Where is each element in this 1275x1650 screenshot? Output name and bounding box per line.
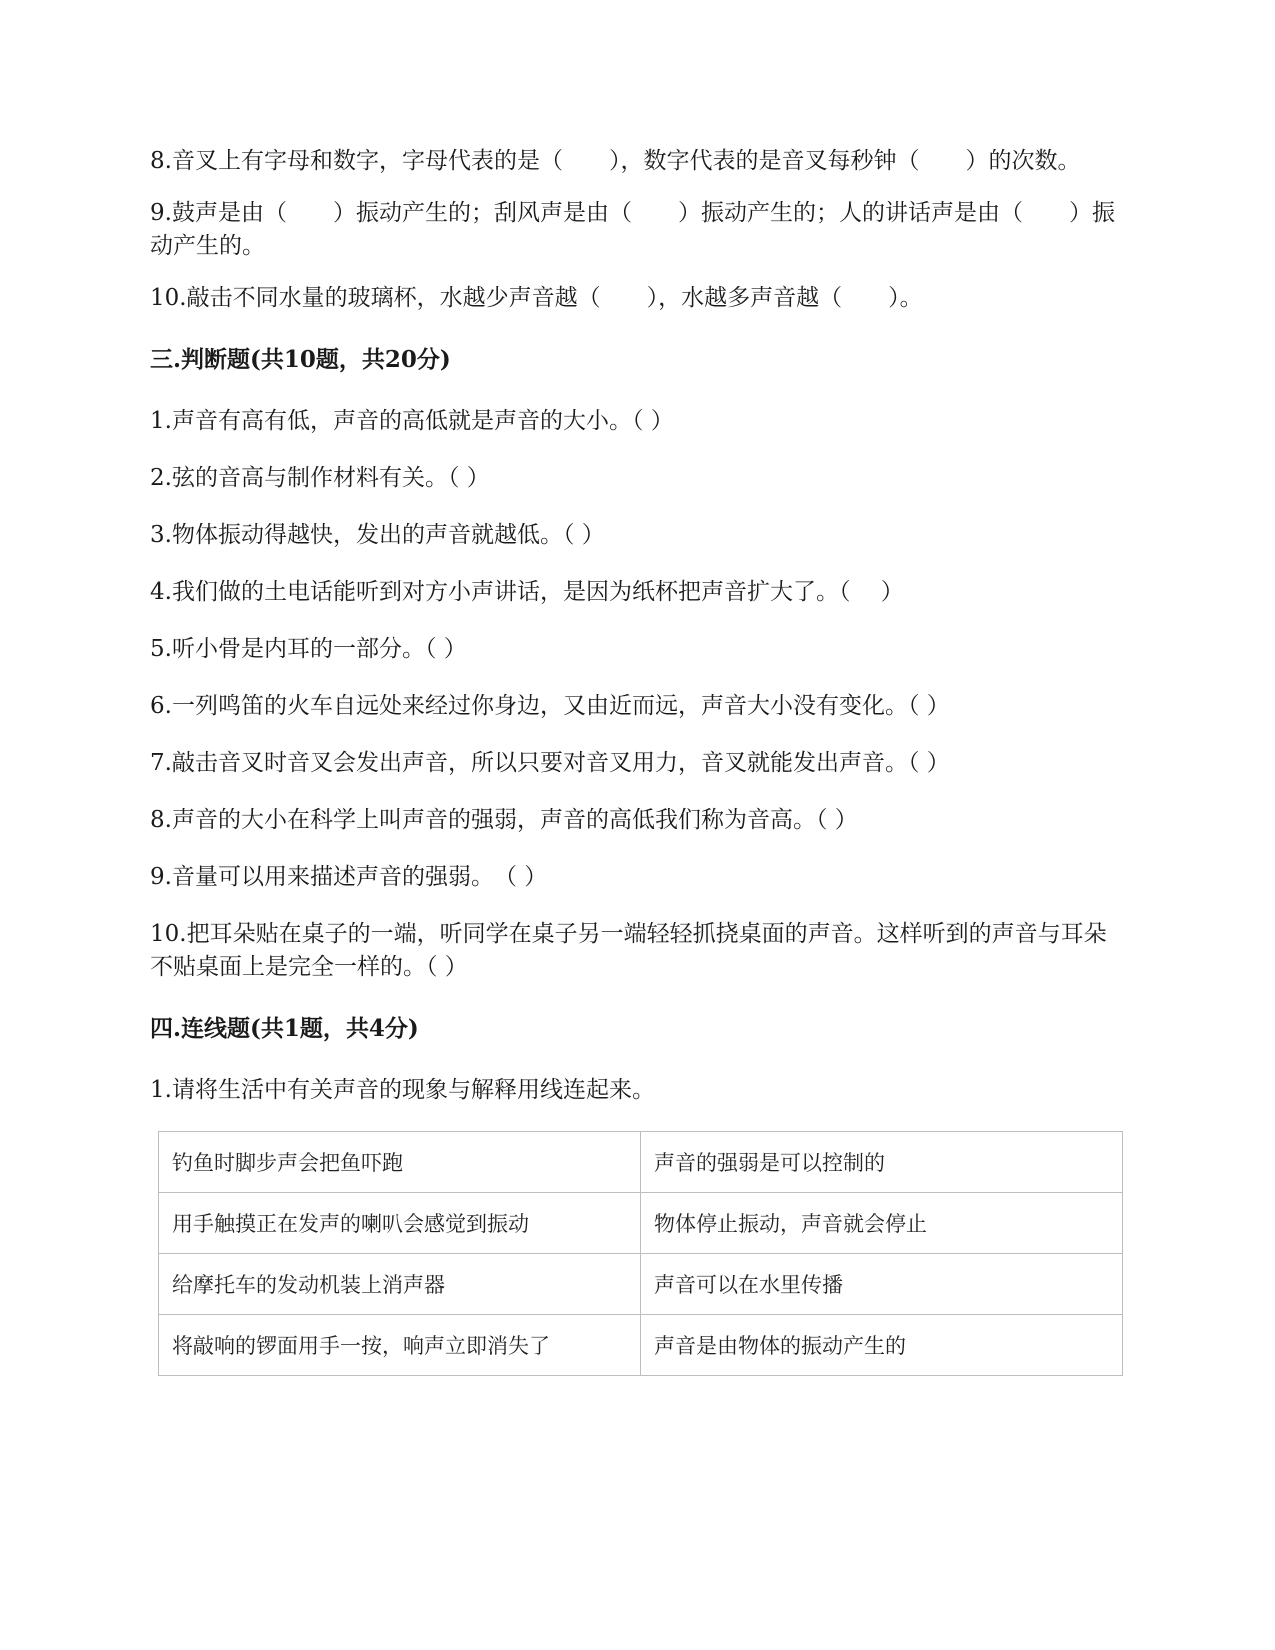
judge-question-4: 4.我们做的土电话能听到对方小声讲话，是因为纸杯把声音扩大了。（ ） bbox=[150, 579, 904, 605]
judge-question-7: 7.敲击音叉时音叉会发出声音，所以只要对音叉用力，音叉就能发出声音。（ ） bbox=[150, 750, 950, 776]
explanation-cell: 物体停止振动，声音就会停止 bbox=[641, 1193, 1123, 1254]
judge-question-2: 2.弦的音高与制作材料有关。（ ） bbox=[150, 465, 490, 491]
judge-question-5: 5.听小骨是内耳的一部分。（ ） bbox=[150, 636, 467, 662]
judge-question-10: 10.把耳朵贴在桌子的一端，听同学在桌子另一端轻轻抓挠桌面的声音。这样听到的声音与耳朵不贴桌面上是完全一样的。（ ） bbox=[150, 921, 1107, 980]
matching-table bbox=[158, 1131, 1123, 1376]
explanation-cell: 声音是由物体的振动产生的 bbox=[641, 1315, 1123, 1376]
fill-question-8: 8.音叉上有字母和数字，字母代表的是（ ），数字代表的是音叉每秒钟（ ）的次数。 bbox=[150, 148, 1081, 174]
table-row bbox=[159, 1315, 1123, 1376]
phenomenon-cell: 钓鱼时脚步声会把鱼吓跑 bbox=[159, 1132, 641, 1193]
section-heading-judgement: 三.判断题(共10题，共20分) bbox=[150, 346, 451, 373]
judge-question-6: 6.一列鸣笛的火车自远处来经过你身边，又由近而远，声音大小没有变化。（ ） bbox=[150, 693, 950, 719]
judge-question-3: 3.物体振动得越快，发出的声音就越低。（ ） bbox=[150, 522, 605, 548]
table-row bbox=[159, 1254, 1123, 1315]
judge-question-9: 9.音量可以用来描述声音的强弱。 （ ） bbox=[150, 864, 548, 890]
judge-question-1: 1.声音有高有低，声音的高低就是声音的大小。（ ） bbox=[150, 408, 674, 434]
fill-question-9: 9.鼓声是由（ ）振动产生的；刮风声是由（ ）振动产生的；人的讲话声是由（ ）振动产生的。 bbox=[150, 200, 1115, 259]
judge-question-8: 8.声音的大小在科学上叫声音的强弱，声音的高低我们称为音高。（ ） bbox=[150, 807, 858, 833]
phenomenon-cell: 将敲响的锣面用手一按，响声立即消失了 bbox=[159, 1315, 641, 1376]
explanation-cell: 声音可以在水里传播 bbox=[641, 1254, 1123, 1315]
phenomenon-cell: 给摩托车的发动机装上消声器 bbox=[159, 1254, 641, 1315]
table-row bbox=[159, 1132, 1123, 1193]
worksheet-page bbox=[150, 145, 1125, 1376]
fill-question-10: 10.敲击不同水量的玻璃杯，水越少声音越（ ），水越多声音越（ ）。 bbox=[150, 285, 923, 311]
section-heading-matching: 四.连线题(共1题，共4分) bbox=[150, 1015, 419, 1042]
phenomenon-cell: 用手触摸正在发声的喇叭会感觉到振动 bbox=[159, 1193, 641, 1254]
explanation-cell: 声音的强弱是可以控制的 bbox=[641, 1132, 1123, 1193]
matching-question-1: 1.请将生活中有关声音的现象与解释用线连起来。 bbox=[150, 1077, 655, 1103]
table-row bbox=[159, 1193, 1123, 1254]
